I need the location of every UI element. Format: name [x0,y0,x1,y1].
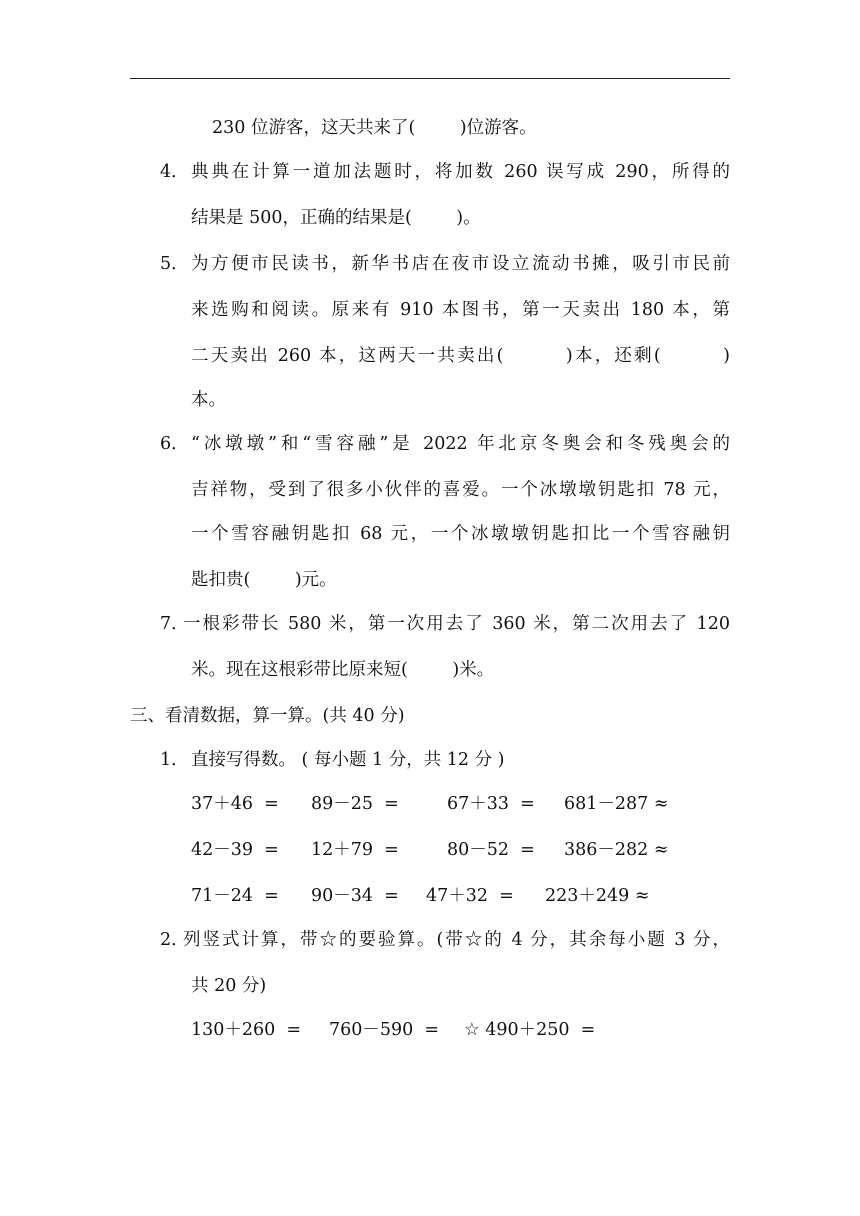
q6-number: 6． [160,434,189,454]
q6-line-1: “冰墩墩”和“雪容融”是 2022 年北京冬奥会和冬残奥会的 [191,434,730,454]
s2-number: 2． [160,930,189,950]
q4-line-2: 结果是 500，正确的结果是( )。 [191,208,481,228]
q5-line-4: 本。 [191,390,226,410]
calc-r3-c1: 71－24 = [191,886,279,906]
calc-r3-c2: 90－34 = [311,886,399,906]
vertical-calc-2: 760－590 = [329,1020,440,1040]
calc-r1-c3: 67＋33 = [447,794,535,814]
calc-r2-c4: 386－282 ≈ [564,840,669,860]
q6-line-2: 吉祥物，受到了很多小伙伴的喜爱。一个冰墩墩钥匙扣 78 元， [191,480,730,500]
q5-line-2: 来选购和阅读。原来有 910 本图书，第一天卖出 180 本，第 [191,300,730,320]
q7-line-1: 一根彩带长 580 米，第一次用去了 360 米，第二次用去了 120 [183,614,730,634]
calc-r1-c4: 681－287 ≈ [564,794,669,814]
calc-r2-c1: 42－39 = [191,840,279,860]
s1-number: 1． [160,750,189,770]
q4-line-1: 典典在计算一道加法题时，将加数 260 误写成 290，所得的 [191,162,730,182]
s1-title: 直接写得数。 ( 每小题 1 分，共 12 分 ) [191,750,505,770]
q5-number: 5． [160,254,189,274]
calc-r1-c2: 89－25 = [311,794,399,814]
top-rule [130,78,730,79]
vertical-calc-1: 130＋260 = [191,1020,302,1040]
q5-line-3: 二天卖出 260 本，这两天一共卖出( )本，还剩( ) [191,346,730,366]
q3-continuation: 230 位游客，这天共来了( )位游客。 [212,118,537,138]
section-3-heading: 三、看清数据，算一算。(共 40 分) [130,706,405,726]
q7-number: 7． [160,614,189,634]
q6-line-3: 一个雪容融钥匙扣 68 元，一个冰墩墩钥匙扣比一个雪容融钥 [191,524,730,544]
s2-line-1: 列竖式计算，带☆的要验算。(带☆的 4 分，其余每小题 3 分， [183,930,730,950]
q4-number: 4． [160,162,189,182]
calc-r2-c3: 80－52 = [447,840,535,860]
q5-line-1: 为方便市民读书，新华书店在夜市设立流动书摊，吸引市民前 [191,254,730,274]
calc-r3-c3: 47＋32 = [426,886,514,906]
q6-line-4: 匙扣贵( )元。 [191,570,337,590]
s2-line-2: 共 20 分) [191,976,267,996]
q7-line-2: 米。现在这根彩带比原来短( )米。 [191,660,495,680]
vertical-calc-3: ☆ 490＋250 = [464,1020,596,1040]
calc-r2-c2: 12＋79 = [311,840,399,860]
calc-r3-c4: 223＋249 ≈ [545,886,650,906]
calc-r1-c1: 37＋46 = [191,794,279,814]
